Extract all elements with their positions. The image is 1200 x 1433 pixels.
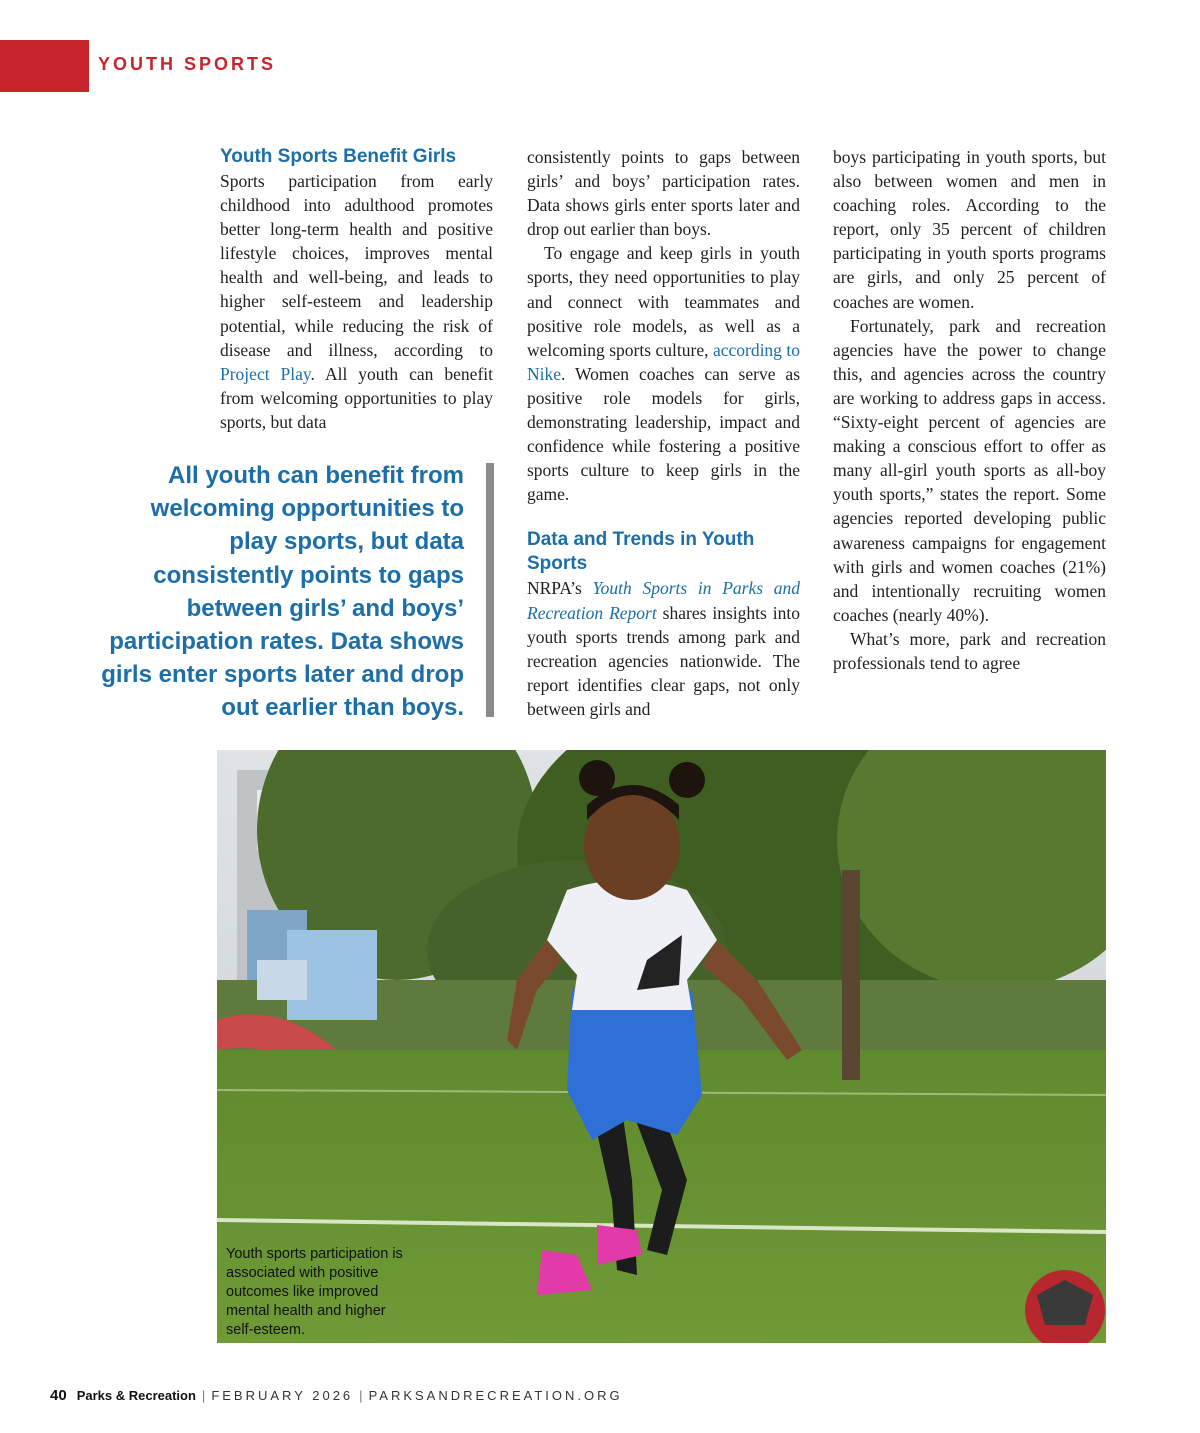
paragraph	[220, 169, 493, 434]
paragraph	[527, 576, 800, 721]
report-link[interactable]: Youth Sports in Parks and Recreation Report	[527, 578, 800, 623]
subheading-data-trends: Data and Trends in Youth Sports	[527, 529, 755, 575]
issue-date: FEBRUARY 2026	[211, 1388, 354, 1403]
pull-quote-bar	[486, 463, 494, 717]
website-link[interactable]: PARKSANDRECREATION.ORG	[368, 1388, 623, 1403]
section-color-tab	[0, 40, 89, 92]
footer-separator: |	[359, 1388, 363, 1403]
footer-separator: |	[201, 1388, 206, 1403]
article-column-3	[833, 145, 1106, 675]
magazine-name: Parks & Recreation	[76, 1388, 196, 1403]
text-run: NRPA’s	[527, 578, 593, 599]
paragraph: boys participating in youth sports, but also between women and men in coaching roles. According to the report, only 35 percent of children participating in youth sports programs are girls, and only 25 percent of coaches are women.	[833, 147, 1106, 312]
page-footer	[50, 1387, 623, 1404]
text-run: . Women coaches can serve as positive role models for girls, demonstrating leadership, impact and confidence while fostering a positive sports culture to keep girls in the game.	[527, 363, 800, 505]
paragraph: consistently points to gaps between girls’ and boys’ participation rates. Data shows girls enter sports later and drop out earlier than boys.	[527, 147, 800, 240]
text-run: To engage and keep girls in youth sports, they need opportunities to play and connect with teammates and positive role models, as well as a welcoming sports culture,	[527, 243, 800, 360]
pull-quote: All youth can benefit from welcoming opportunities to play sports, but data consistently points to gaps between girls’ and boys’ participation rates. Data shows girls enter sports later and drop out earlier than boys.	[101, 462, 464, 722]
nike-link[interactable]: according to Nike	[527, 339, 801, 384]
paragraph: What’s more, park and recreation professionals tend to agree	[833, 628, 1106, 673]
subheading-benefit-girls: Youth Sports Benefit Girls	[220, 146, 457, 167]
section-label: YOUTH SPORTS	[98, 54, 277, 74]
project-play-link[interactable]: Project Play	[220, 363, 311, 384]
page-number: 40	[50, 1387, 67, 1404]
text-run: shares insights into youth sports trends among park and recreation agencies nationwide. The report identifies clear gaps, not only between girls and	[527, 602, 800, 719]
paragraph	[527, 241, 800, 506]
paragraph: Fortunately, park and recreation agencies have the power to change this, and agencies across the country are working to address gaps in access. “Sixty-eight percent of agencies are making a conscious effort to offer as many all-girl youth sports as all-boy youth sports,” states the report. Some agencies reported developing public awareness campaigns for engagement with girls and women coaches (21%) and intentionally recruiting women coaches (nearly 40%).	[833, 315, 1106, 625]
text-run: . All youth can benefit from welcoming opportunities to play sports, but data	[220, 363, 494, 432]
article-column-2	[527, 145, 800, 721]
article-column-1	[220, 145, 493, 434]
photo-caption: Youth sports participation is associated with positive outcomes like improved mental health and higher self-esteem.	[226, 1246, 403, 1338]
text-run: Sports participation from early childhood into adulthood promotes better long-term health and positive lifestyle choices, improves mental health and well-being, and leads to higher self-esteem and leadership potential, while reducing the risk of disease and illness, according to	[220, 171, 493, 360]
